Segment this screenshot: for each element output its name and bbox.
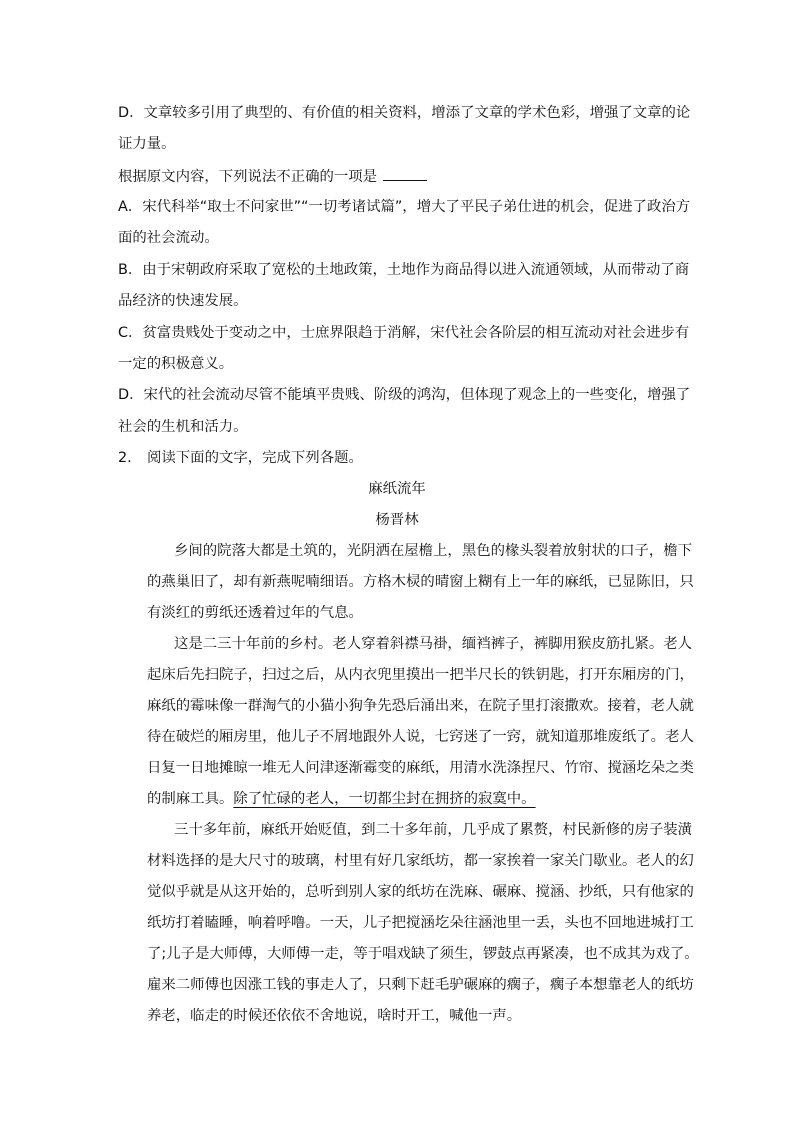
option-b-line-2: 品经济的快速发展。 [118, 293, 248, 309]
p3-line-4: 纸坊打着瞌睡，响着呼噜。一天，儿子把搅涵圪朵往涵池里一丢，头也不回地进城打工 [147, 915, 694, 931]
p2-line-1: 这是二三十年前的乡村。老人穿着斜襟马褂，缅裆裤子，裤脚用猴皮筋扎紧。老人 [174, 636, 693, 652]
p3-line-1: 三十多年前，麻纸开始贬值，到二十多年前，几乎成了累赘，村民新修的房子装潢 [174, 822, 693, 838]
answer-blank[interactable] [383, 166, 427, 181]
p1-line-1: 乡间的院落大都是土筑的，光阴洒在屋檐上，黑色的椽头裂着放射状的口子，檐下 [174, 543, 693, 559]
p2-line-4: 待在破烂的厢房里，他儿子不屑地跟外人说，七窍迷了一窍，就知道那堆废纸了。老人 [147, 729, 694, 745]
passage-title: 麻纸流年 [368, 481, 426, 497]
option-a-line-1: A．宋代科举“取士不问家世”“一切考诸试篇”，增大了平民子弟仕进的机会，促进了政治方 [118, 199, 691, 215]
option-d-line-2: 社会的生机和活力。 [118, 419, 248, 435]
option-d-prev-line-2: 证力量。 [118, 136, 176, 152]
p2-line-3: 麻纸的霉味像一群淘气的小猫小狗争先恐后涌出来，在院子里打滚撒欢。接着，老人就 [147, 698, 694, 714]
p3-line-5: 了;儿子是大师傅，大师傅一走，等于唱戏缺了须生，锣鼓点再紧凑，也不成其为戏了。 [147, 946, 699, 962]
option-a-line-2: 面的社会流动。 [118, 230, 219, 246]
option-b-line-1: B．由于宋朝政府采取了宽松的土地政策，土地作为商品得以进入流通领域，从而带动了商 [118, 262, 690, 278]
p2-line-2: 起床后先扫院子，扫过之后，从内衣兜里摸出一把半尺长的铁钥匙，打开东厢房的门， [147, 667, 694, 683]
p2-line-6-plain: 的制麻工具。 [147, 791, 234, 807]
option-d-line-1: D．宋代的社会流动尽管不能填平贵贱、阶级的鸿沟，但体现了观念上的一些变化，增强了 [118, 387, 691, 403]
p1-line-3: 有淡红的剪纸还透着过年的气息。 [147, 605, 363, 621]
p2-line-6 [147, 790, 697, 808]
p3-line-6: 雇来二师傅也因涨工钱的事走人了，只剩下赶毛驴碾麻的瘸子，瘸子本想靠老人的纸坊 [147, 977, 694, 993]
option-c-line-2: 一定的积极意义。 [118, 356, 234, 372]
p1-line-2: 的燕巢旧了，却有新燕呢喃细语。方格木棂的晴窗上糊有上一年的麻纸，已显陈旧，只 [147, 574, 694, 590]
p3-line-7: 养老，临走的时候还依依不舍地说，啥时开工，喊他一声。 [147, 1008, 522, 1024]
option-d-prev-line-1: D．文章较多引用了典型的、有价值的相关资料，增添了文章的学术色彩，增强了文章的论 [118, 105, 691, 121]
p2-line-5: 日复一日地摊晾一堆无人问津逐渐霉变的麻纸，用清水洗涤捏尺、竹帘、搅涵圪朵之类 [147, 760, 694, 776]
question-stem-text: 根据原文内容，下列说法不正确的一项是 [118, 169, 378, 185]
p3-line-2: 材料选择的是大尺寸的玻璃，村里有好几家纸坊，都一家挨着一家关门歇业。老人的幻 [147, 853, 694, 869]
option-c-line-1: C．贫富贵贱处于变动之中，士庶界限趋于消解，宋代社会各阶层的相互流动对社会进步有 [118, 325, 690, 341]
p3-line-3: 觉似乎就是从这开始的，总听到别人家的纸坊在洗麻、碾麻、搅涵、抄纸，只有他家的 [147, 884, 694, 900]
passage-author: 杨晋林 [375, 512, 419, 528]
question-number: 2. [118, 450, 132, 466]
question-stem [118, 166, 718, 186]
underlined-sentence: 除了忙碌的老人，一切都尘封在拥挤的寂寞中。 [233, 791, 536, 807]
question-instruction: 阅读下面的文字，完成下列各题。 [147, 450, 363, 466]
